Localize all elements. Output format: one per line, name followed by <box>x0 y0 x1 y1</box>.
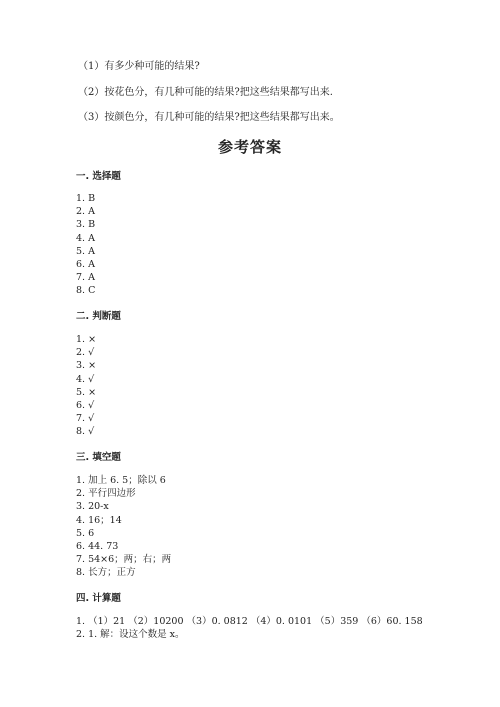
answer-title: 参考答案 <box>217 138 282 156</box>
list-item: 1. （1）21 （2）10200 （3）0. 0812 （4）0. 0101 （5）359 （6）60. 158 <box>76 616 423 627</box>
section-heading-calculation: 四. 计算题 <box>76 593 121 604</box>
list-item: 1. 加上 6. 5；除以 6 <box>76 475 166 486</box>
calculation-answer-list <box>76 615 423 641</box>
list-item: 8. 长方；正方 <box>76 567 136 579</box>
section-heading-fill-blank: 三. 填空题 <box>76 452 121 463</box>
list-item: 5. 6 <box>76 527 95 539</box>
list-item: 6. A <box>76 259 95 271</box>
list-item: 2. 平行四边形 <box>76 488 136 500</box>
list-item: 5. × <box>76 386 97 398</box>
choice-answer-list <box>76 192 95 298</box>
question-1: （1）有多少种可能的结果? <box>78 61 200 72</box>
list-item: 6. √ <box>76 400 95 412</box>
section-heading-choice: 一. 选择题 <box>76 171 121 182</box>
list-item: 8. √ <box>76 426 95 438</box>
list-item: 4. √ <box>76 373 95 385</box>
question-2: （2）按花色分，有几种可能的结果?把这些结果都写出来. <box>78 87 333 98</box>
list-item: 5. A <box>76 245 95 257</box>
list-item: 8. C <box>76 285 96 297</box>
list-item: 1. B <box>76 193 96 204</box>
list-item: 1. × <box>76 334 97 345</box>
list-item: 3. × <box>76 360 97 372</box>
list-item: 7. 54×6；两；右；两 <box>76 554 172 566</box>
list-item: 4. A <box>76 232 95 244</box>
section-heading-judgement: 二. 判断题 <box>76 311 121 322</box>
list-item: 7. √ <box>76 413 95 425</box>
list-item: 3. 20-x <box>76 501 109 513</box>
question-3: （3）按颜色分，有几种可能的结果?把这些结果都写出来。 <box>78 112 340 123</box>
list-item: 3. B <box>76 219 96 231</box>
judgement-answer-list <box>76 333 96 439</box>
list-item: 6. 44. 73 <box>76 541 119 553</box>
list-item: 4. 16；14 <box>76 514 122 526</box>
fill-blank-answer-list <box>76 474 171 580</box>
list-item: 2. 1. 解：设这个数是 x。 <box>76 629 185 641</box>
list-item: 7. A <box>76 272 95 284</box>
list-item: 2. A <box>76 206 95 218</box>
list-item: 2. √ <box>76 347 95 359</box>
